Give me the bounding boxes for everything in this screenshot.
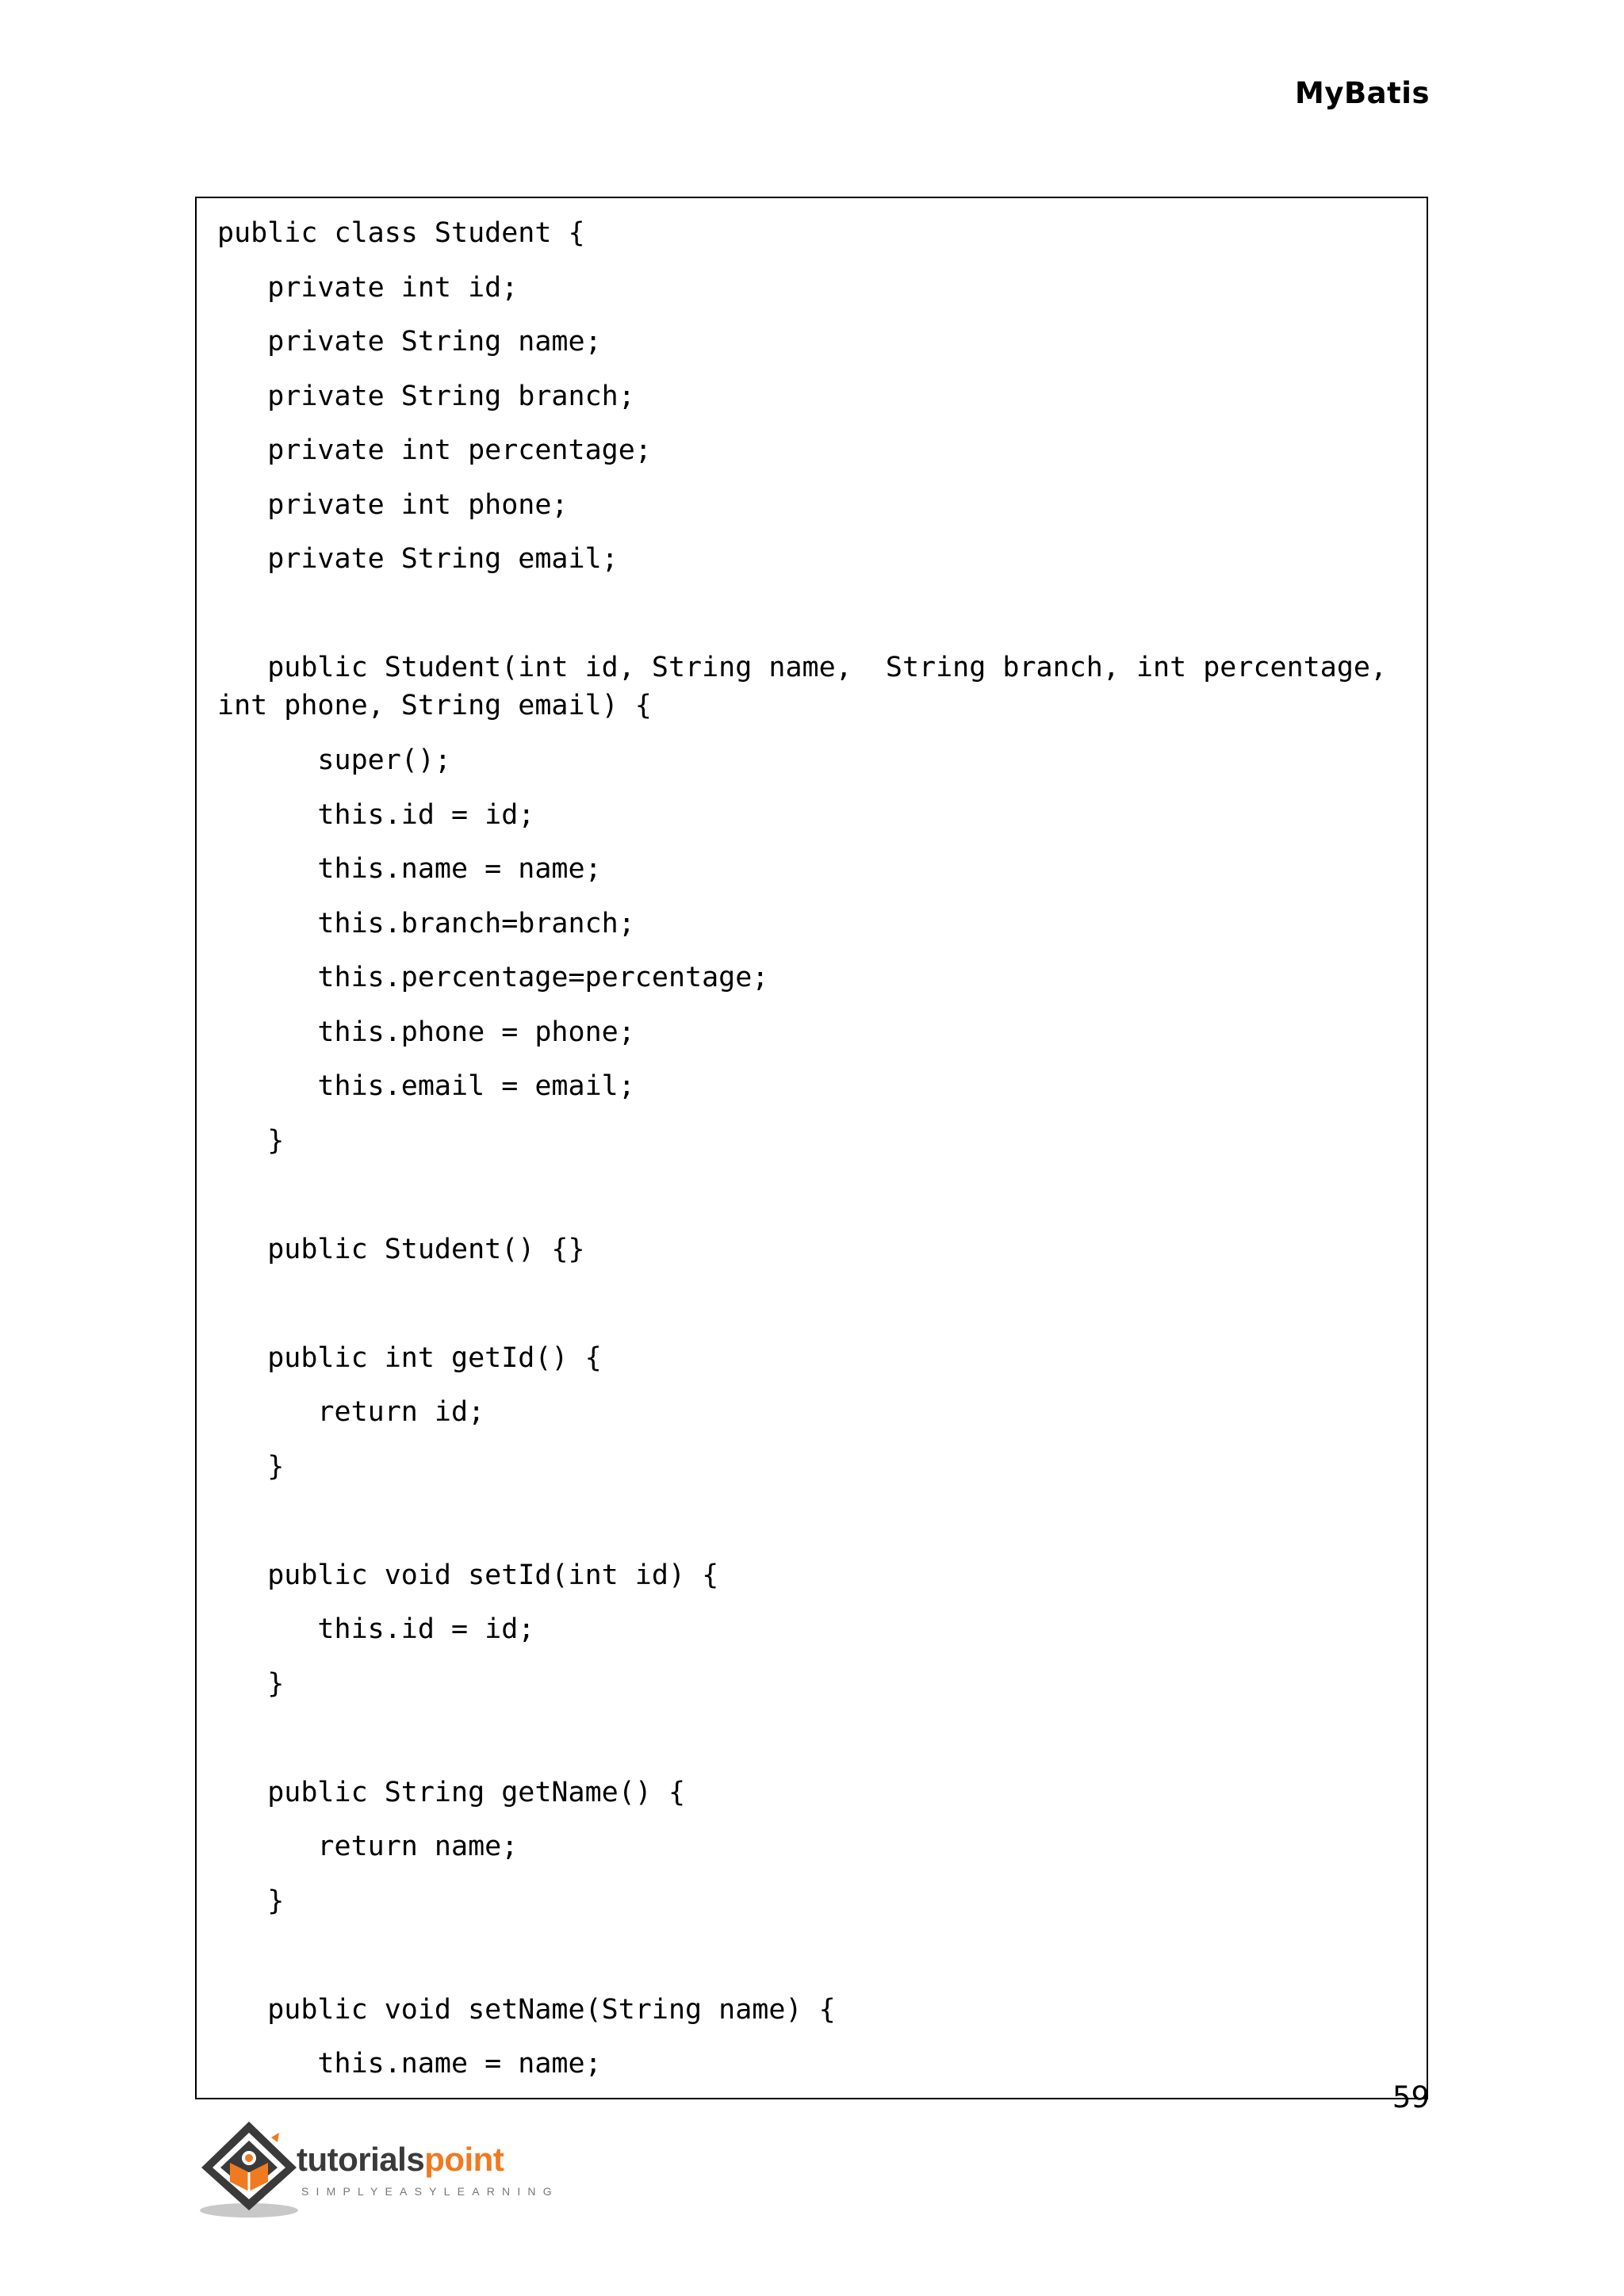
code-line: private String branch;	[217, 380, 635, 412]
code-line: return id;	[217, 1396, 485, 1428]
code-line: public Student(int id, String name, String branch, int percentage, int phone, String email) {	[217, 652, 1404, 721]
code-line: this.branch=branch;	[217, 907, 635, 939]
code-line: private String name;	[217, 326, 602, 358]
code-line: private int phone;	[217, 488, 569, 521]
code-line: public String getName() {	[217, 1776, 686, 1808]
code-line: private int id;	[217, 271, 519, 304]
code-line: this.email = email;	[217, 1070, 635, 1102]
wordmark-part-tutorials: tutorials	[297, 2141, 425, 2178]
code-line-blank	[217, 1719, 1406, 1774]
code-line: public void setName(String name) {	[217, 1993, 836, 2026]
code-line: this.id = id;	[217, 798, 535, 831]
code-line: public void setId(int id) {	[217, 1559, 719, 1591]
code-line: return name;	[217, 1831, 519, 1862]
code-line: public Student() {}	[217, 1233, 585, 1265]
wordmark-part-point: point	[424, 2141, 504, 2178]
tutorialspoint-logo-icon	[195, 2117, 306, 2220]
tutorialspoint-logo	[195, 2117, 559, 2220]
code-line-blank	[217, 1502, 1406, 1556]
code-line: this.id = id;	[217, 1613, 535, 1645]
code-line: this.name = name;	[217, 2048, 602, 2080]
running-header-title: MyBatis	[1295, 76, 1430, 110]
code-line-blank	[217, 1936, 1406, 1991]
logo-tagline: SIMPLYEASYLEARNING	[301, 2185, 559, 2198]
code-line: private String email;	[217, 543, 619, 575]
code-line-blank	[217, 595, 1406, 649]
code-lines	[217, 214, 1406, 2099]
code-line: public class Student {	[217, 217, 585, 249]
code-block	[195, 197, 1428, 2099]
code-line: }	[217, 1667, 285, 1700]
page-number: 59	[1392, 2080, 1430, 2114]
code-line-blank	[217, 1284, 1406, 1339]
tutorialspoint-wordmark	[297, 2141, 504, 2179]
code-line: }	[217, 1124, 285, 1157]
code-line: private int percentage;	[217, 434, 652, 466]
code-line-blank	[217, 1176, 1406, 1230]
code-line: }	[217, 1885, 285, 1917]
code-line: this.name = name;	[217, 853, 602, 885]
code-line: public int getId() {	[217, 1341, 602, 1374]
code-line: super();	[217, 744, 452, 776]
code-line: }	[217, 1450, 285, 1483]
code-line: this.phone = phone;	[217, 1016, 635, 1048]
code-line: this.percentage=percentage;	[217, 962, 769, 993]
